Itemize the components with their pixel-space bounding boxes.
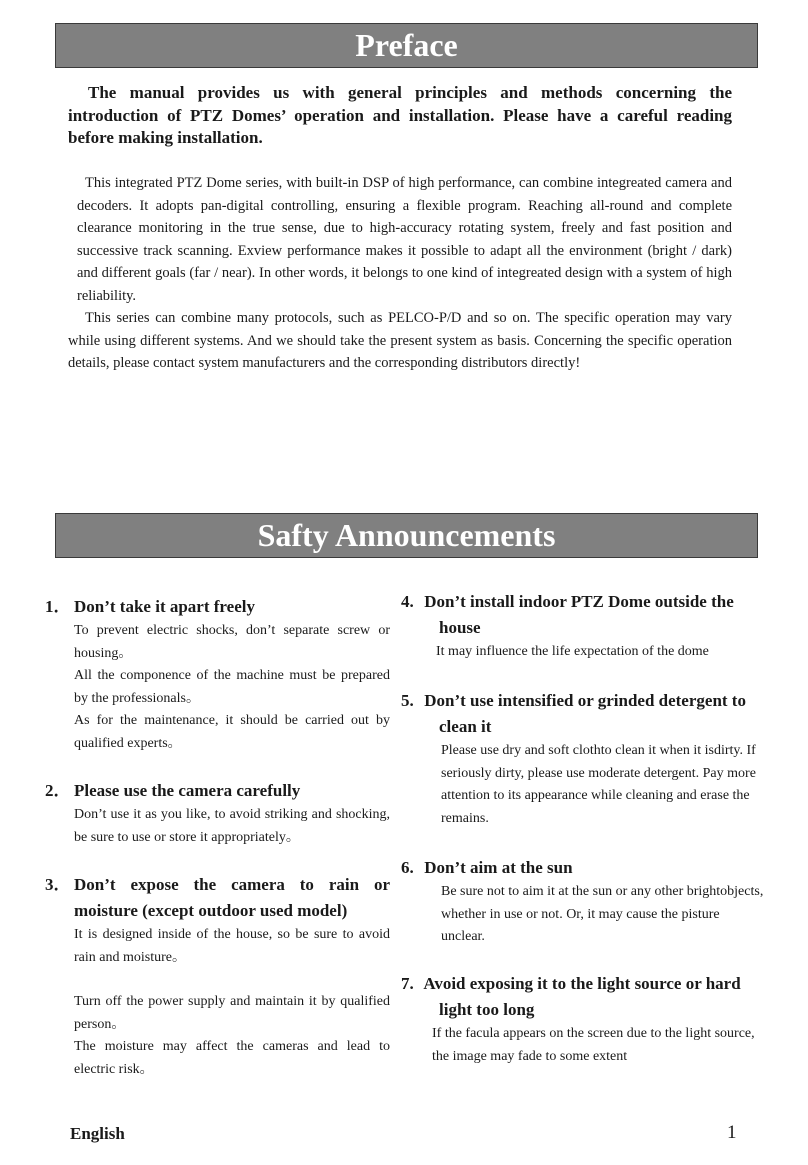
item-title-text: Don’t aim at the sun bbox=[424, 858, 573, 877]
item-title-text: Don’t install indoor PTZ Dome outside the house bbox=[424, 592, 734, 637]
item-line: Please use dry and soft clothto clean it when it isdirty. If seriously dirty, please use moderate detergent. Pay more attention to its appearance while cleaning and erase the remains. bbox=[441, 743, 756, 826]
item-line: Be sure not to aim it at the sun or any other brightobjects, whether in use or not. Or, it may cause the pisture unclear. bbox=[441, 884, 764, 944]
safety-item-title: 4. Don’t install indoor PTZ Dome outside the house bbox=[401, 592, 734, 637]
safety-item-7 bbox=[401, 971, 765, 1068]
preface-paragraph-1: This integrated PTZ Dome series, with built-in DSP of high performance, can combine integreated camera and decoders. It adopts pan-digital controlling, ensuring a flexible program. Reaching all-round and complete clearance monitoring in the true sense, due to high-accuracy rotating system, freely and fast position and successive track scanning. Exview performance makes it possible to adapt all the environment (bright / dark) and different goals (far / near). In other words, it belongs to one kind of integreated design with a system of high reliability. bbox=[77, 175, 732, 304]
item-title-text: Avoid exposing it to the light source or hard light too long bbox=[423, 974, 741, 1019]
safety-item-5 bbox=[401, 688, 765, 830]
safety-item-1 bbox=[45, 594, 390, 755]
item-line: All the componence of the machine must be prepared by the professionals。 bbox=[74, 668, 390, 706]
safety-item-title bbox=[45, 872, 390, 924]
item-line: To prevent electric shocks, don’t separate screw or housing。 bbox=[74, 623, 390, 661]
item-number: 3． bbox=[45, 875, 71, 894]
safety-item-title: 6. Don’t aim at the sun bbox=[401, 858, 573, 877]
safety-item-2 bbox=[45, 778, 390, 849]
item-title-text: Don’t take it apart freely bbox=[74, 597, 255, 616]
item-line: If the facula appears on the screen due to the light source, the image may fade to some extent bbox=[432, 1026, 755, 1064]
safety-item-title: 5. Don’t use intensified or grinded detergent to clean it bbox=[401, 691, 746, 736]
safety-banner bbox=[55, 513, 758, 558]
page-number: 1 bbox=[727, 1122, 737, 1143]
item-number: 2． bbox=[45, 781, 71, 800]
item-line: It is designed inside of the house, so be sure to avoid rain and moisture。 bbox=[74, 927, 390, 965]
safety-item-title bbox=[45, 778, 390, 804]
safety-item-3 bbox=[45, 872, 390, 1081]
item-line: Turn off the power supply and maintain it by qualified person。 bbox=[74, 994, 390, 1032]
item-title-text: Don’t use intensified or grinded detergent to clean it bbox=[424, 691, 746, 736]
item-title-text: Don’t expose the camera to rain or moisture (except outdoor used model) bbox=[74, 875, 390, 920]
safety-title: Safty Announcements bbox=[257, 517, 556, 553]
footer-language: English bbox=[70, 1124, 125, 1143]
item-line: As for the maintenance, it should be carried out by qualified experts。 bbox=[74, 713, 390, 751]
spacer bbox=[45, 969, 390, 991]
preface-intro: The manual provides us with general principles and methods concerning the introduction of PTZ Domes’ operation and installation. Please have a careful reading before making installation. bbox=[68, 83, 732, 147]
item-line: Don’t use it as you like, to avoid striking and shocking, be sure to use or store it appropriately。 bbox=[74, 807, 390, 845]
item-number: 1． bbox=[45, 597, 71, 616]
safety-item-6 bbox=[401, 855, 765, 949]
preface-title: Preface bbox=[355, 27, 458, 63]
safety-item-title: 7. Avoid exposing it to the light source or hard light too long bbox=[401, 974, 741, 1019]
preface-paragraph-2: This series can combine many protocols, such as PELCO-P/D and so on. The specific operation may vary while using different systems. And we should take the present system as basis. Concerning the specific operation details, please contact system manufacturers and the corresponding distributors directly! bbox=[68, 310, 732, 371]
item-title-text: Please use the camera carefully bbox=[74, 781, 301, 800]
safety-item-title bbox=[45, 594, 390, 620]
item-line: It may influence the life expectation of the dome bbox=[436, 644, 709, 659]
item-line: The moisture may affect the cameras and lead to electric risk。 bbox=[74, 1039, 390, 1077]
preface-banner bbox=[55, 23, 758, 68]
safety-item-4 bbox=[401, 589, 765, 664]
